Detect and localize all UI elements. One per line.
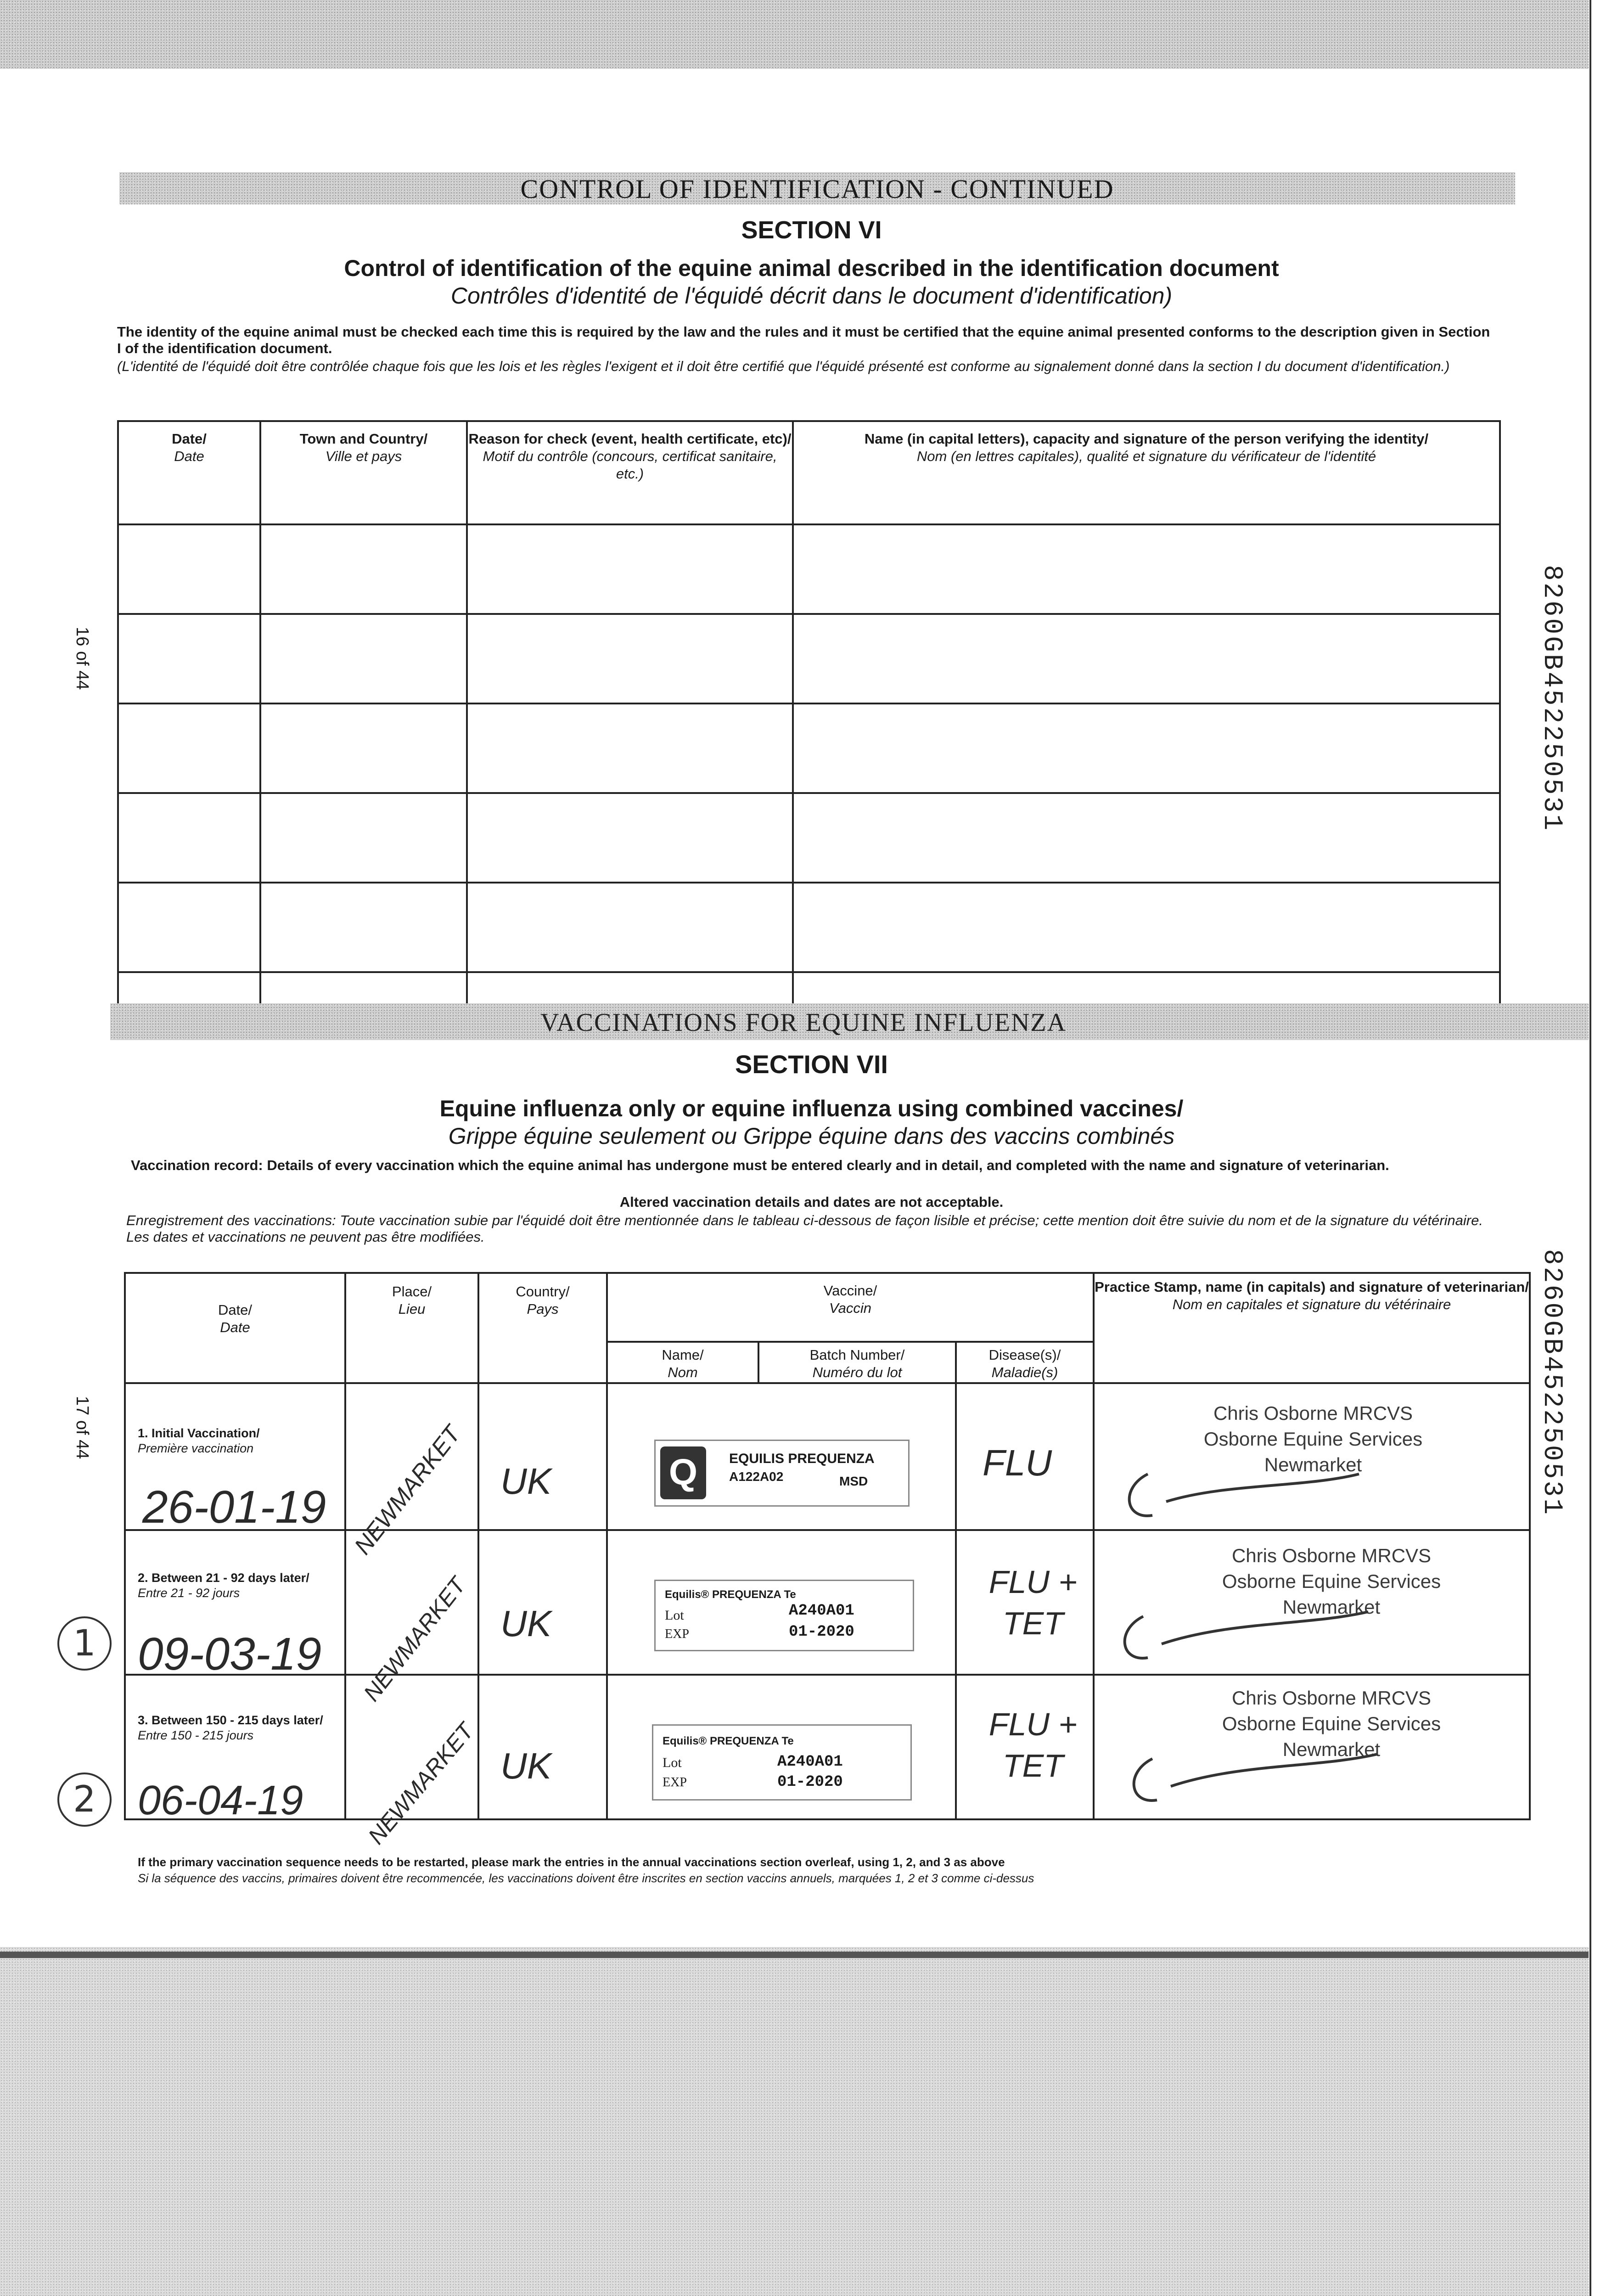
table-row xyxy=(118,614,1500,703)
col-vacc-date: Date/ Date xyxy=(125,1273,345,1383)
row2-expiry: 01-2020 xyxy=(789,1623,854,1641)
row1-batch: A122A02 xyxy=(729,1469,784,1484)
row1-disease: FLU xyxy=(983,1442,1052,1483)
vaccine-sticker-1 xyxy=(654,1440,910,1507)
row2-date: 09-03-19 xyxy=(138,1628,322,1680)
section-vi-label: SECTION VI xyxy=(741,216,882,244)
vaccine-sticker-3 xyxy=(652,1724,912,1801)
row3-exp-label: EXP xyxy=(663,1775,687,1790)
section-vi-intro: The identity of the equine animal must be checked each time this is required by the law and the rules and it must be certified that the equine animal presented conforms to the description given in Section I of the identification document. xyxy=(117,324,1490,356)
row3-practice-stamp: Chris Osborne MRCVS Osborne Equine Services Newmarket xyxy=(1222,1687,1441,1760)
top-banner-title: CONTROL OF IDENTIFICATION - CONTINUED xyxy=(520,174,1114,204)
section-vi-title: Control of identification of the equine animal described in the identification document xyxy=(344,255,1279,281)
table-row xyxy=(118,524,1500,614)
side-id-top: 8260GB452250531 xyxy=(1537,565,1567,833)
row3-expiry: 01-2020 xyxy=(777,1773,843,1791)
row3-batch: A240A01 xyxy=(777,1753,843,1771)
row3-lot-label: Lot xyxy=(663,1755,682,1770)
row1-country: UK xyxy=(500,1461,552,1502)
side-id-bottom: 8260GB452250531 xyxy=(1537,1249,1567,1517)
section-vii-intro-fr: Enregistrement des vaccinations: Toute vaccination subie par l'équidé doit être mentionnée dans le tableau ci-dessous de façon lisible et précise; cette mention doit être suivie du nom et de la signature du vétérinaire. Les dates et vaccinations ne peuvent pas être modifiées. xyxy=(126,1212,1483,1245)
row3-marker: 2 xyxy=(57,1773,112,1827)
col-verifier: Name (in capital letters), capacity and signature of the person verifying the identity/ Nom (en lettres capitales), qualité et signature du vérificateur de l'identité xyxy=(793,421,1500,524)
row3-vaccine-name: Equilis® PREQUENZA Te xyxy=(663,1735,794,1747)
col-vaccine: Vaccine/ Vaccin xyxy=(607,1273,1094,1342)
section-vii-title: Equine influenza only or equine influenza using combined vaccines/ xyxy=(439,1096,1184,1121)
row1-vaccine-name: EQUILIS PREQUENZA xyxy=(729,1451,875,1466)
vaccine-logo-icon: Q xyxy=(660,1446,706,1499)
bottom-banner-title: VACCINATIONS FOR EQUINE INFLUENZA xyxy=(540,1008,1067,1037)
row3-country: UK xyxy=(500,1745,552,1786)
row2-batch: A240A01 xyxy=(789,1602,854,1620)
section-vii-intro-2: Altered vaccination details and dates are not acceptable. xyxy=(619,1194,1004,1210)
table-row xyxy=(118,703,1500,793)
row2-exp-label: EXP xyxy=(665,1627,689,1641)
row2-disease: FLU + TET xyxy=(988,1564,1078,1641)
vacc-footnote-fr: Si la séquence des vaccins, primaires doivent être recommencée, les vaccinations doivent être inscrites en section vaccins annuels, marquées 1, 2 et 3 comme ci-dessus xyxy=(138,1871,1034,1885)
row2-place: NEWMARKET xyxy=(358,1572,471,1706)
row2-marker: 1 xyxy=(57,1616,112,1671)
col-batch-number: Batch Number/ Numéro du lot xyxy=(758,1342,956,1383)
row1-practice-stamp: Chris Osborne MRCVS Osborne Equine Services Newmarket xyxy=(1203,1402,1423,1475)
row2-practice-stamp: Chris Osborne MRCVS Osborne Equine Services Newmarket xyxy=(1222,1545,1441,1618)
vet-signatures xyxy=(1111,1446,1478,1823)
section-vii-title-fr: Grippe équine seulement ou Grippe équine dans des vaccins combinés xyxy=(448,1123,1175,1149)
section-vii-label: SECTION VII xyxy=(735,1050,888,1079)
table-row xyxy=(118,883,1500,972)
col-practice-stamp: Practice Stamp, name (in capitals) and signature of veterinarian/ Nom en capitales et signature du vétérinaire xyxy=(1094,1273,1530,1383)
vacc-footnote: If the primary vaccination sequence needs to be restarted, please mark the entries in the annual vaccinations section overleaf, using 1, 2, and 3 as above xyxy=(138,1855,1005,1869)
row3-place: NEWMARKET xyxy=(363,1718,479,1849)
section-vii-intro: Vaccination record: Details of every vaccination which the equine animal has undergone must be entered clearly and in detail, and completed with the name and signature of veterinarian. xyxy=(131,1157,1389,1173)
row1-place: NEWMARKET xyxy=(349,1421,466,1560)
scan-top-edge xyxy=(0,0,1589,69)
row2-country: UK xyxy=(500,1603,552,1644)
page-number-17: 17 of 44 xyxy=(73,1396,92,1459)
row1-maker: MSD xyxy=(839,1474,868,1488)
vaccine-sticker-2 xyxy=(654,1580,914,1651)
col-vaccine-name: Name/ Nom xyxy=(607,1342,758,1383)
col-vacc-country: Country/ Pays xyxy=(478,1273,607,1383)
col-reason: Reason for check (event, health certificate, etc)/ Motif du contrôle (concours, certificat sanitaire, etc.) xyxy=(467,421,793,524)
page-fold-line xyxy=(0,1952,1589,1958)
col-date: Date/ Date xyxy=(118,421,260,524)
table-row xyxy=(118,793,1500,883)
row1-label: 1. Initial Vaccination/ Première vaccination xyxy=(138,1426,260,1455)
row3-label: 3. Between 150 - 215 days later/ Entre 150 - 215 jours xyxy=(138,1713,323,1742)
section-vi-title-fr: Contrôles d'identité de l'équidé décrit dans le document d'identification) xyxy=(450,283,1173,309)
row2-lot-label: Lot xyxy=(665,1608,684,1623)
section-vi-intro-fr: (L'identité de l'équidé doit être contrôlée chaque fois que les lois et les règles l'exigent et il doit être certifié que l'équidé présenté est conforme au signalement donné dans la section I du document d'identification.) xyxy=(117,358,1450,374)
row3-date: 06-04-19 xyxy=(138,1778,303,1823)
scan-bottom-shadow xyxy=(0,1947,1589,2296)
row1-date: 26-01-19 xyxy=(142,1481,326,1533)
row2-vaccine-name: Equilis® PREQUENZA Te xyxy=(665,1588,796,1601)
page-number-16: 16 of 44 xyxy=(73,627,92,690)
row2-label: 2. Between 21 - 92 days later/ Entre 21 - 92 jours xyxy=(138,1571,309,1600)
identity-check-table xyxy=(117,420,1501,1010)
col-disease: Disease(s)/ Maladie(s) xyxy=(956,1342,1094,1383)
col-town-country: Town and Country/ Ville et pays xyxy=(260,421,467,524)
row3-disease: FLU + TET xyxy=(988,1706,1078,1784)
col-vacc-place: Place/ Lieu xyxy=(345,1273,478,1383)
